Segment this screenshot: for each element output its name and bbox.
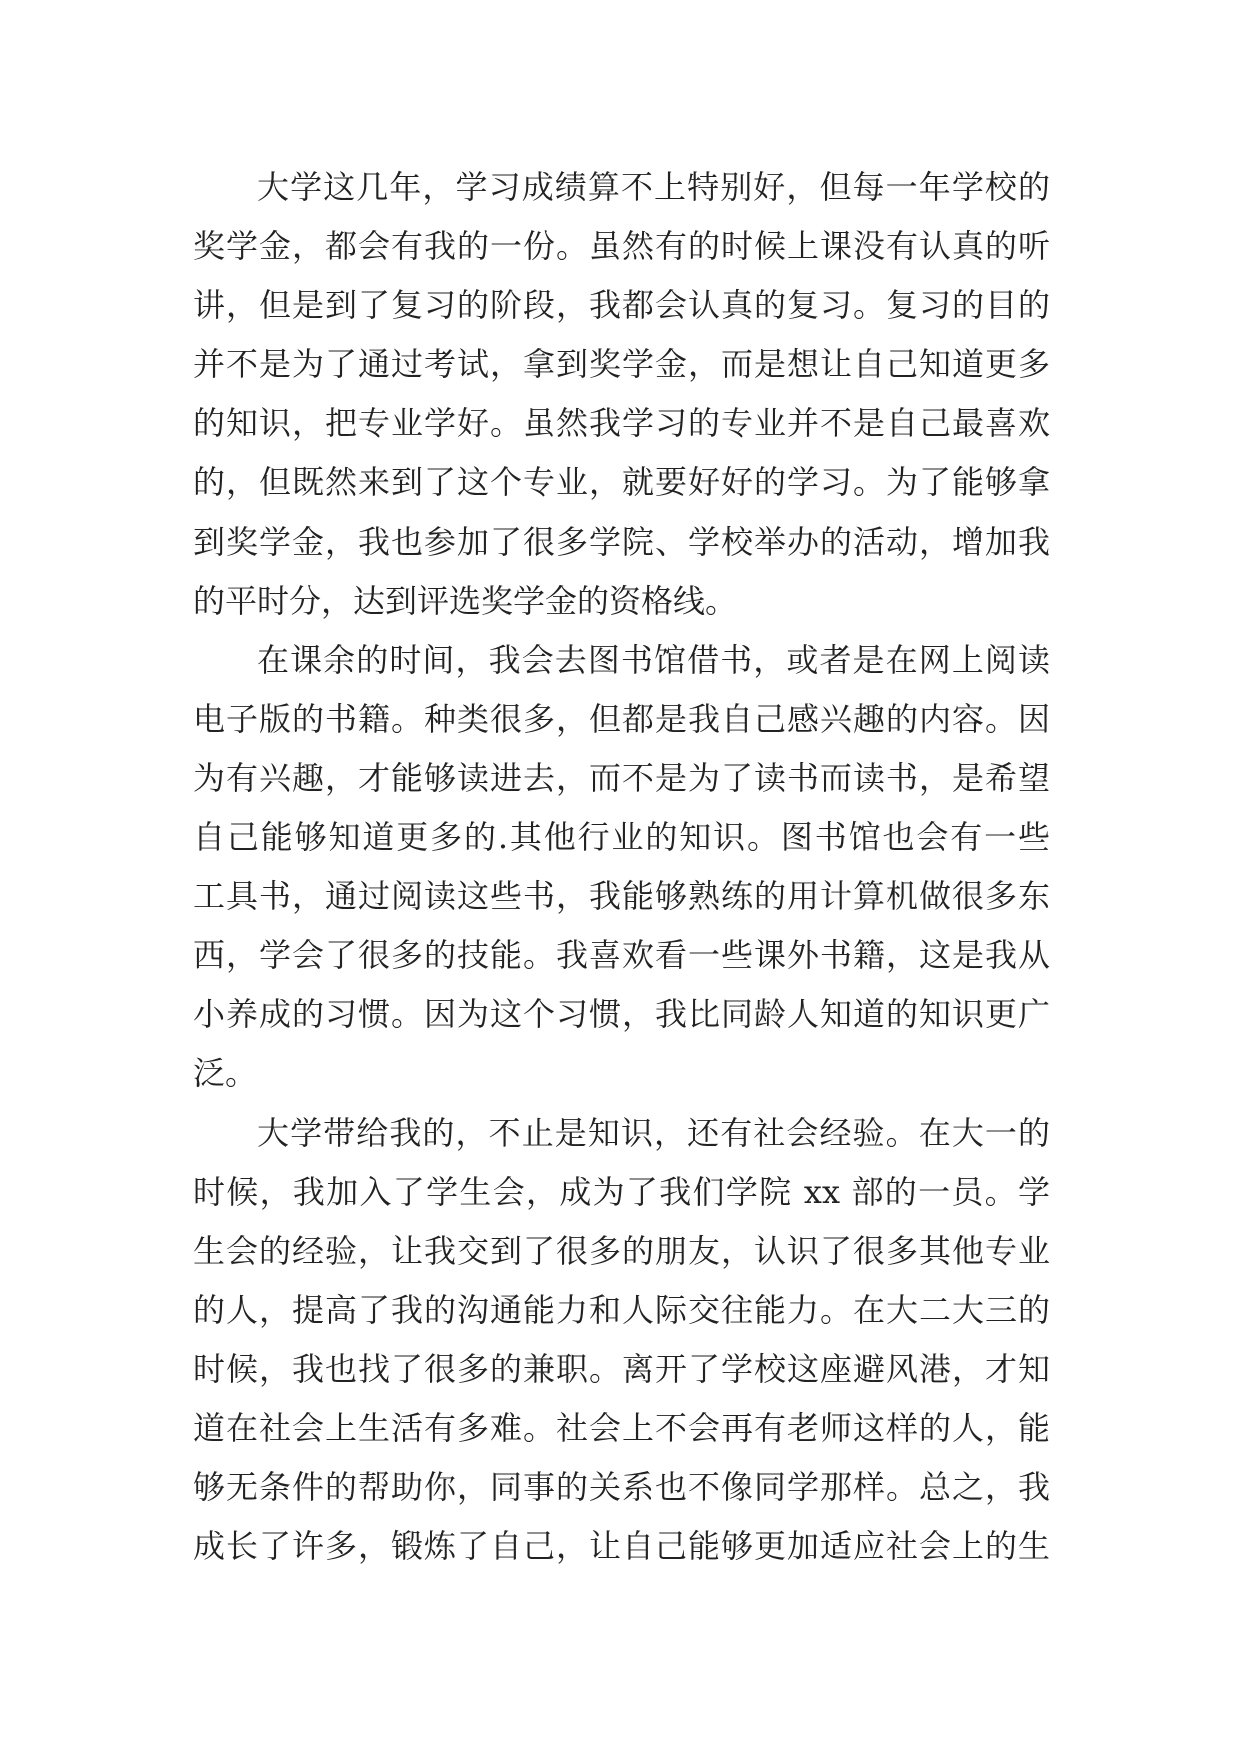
text-line: 的平时分，达到评选奖学金的资格线。	[193, 581, 738, 620]
text-line: 小养成的习惯。因为这个习惯，我比同龄人知道的知识更广	[193, 995, 1050, 1034]
text-line: 生会的经验，让我交到了很多的朋友，认识了很多其他专业	[193, 1231, 1050, 1270]
text-line: 时候，我也找了很多的兼职。离开了学校这座避风港，才知	[193, 1349, 1050, 1388]
text-line: 够无条件的帮助你，同事的关系也不像同学那样。总之，我	[193, 1468, 1050, 1507]
text-line: 奖学金，都会有我的一份。虽然有的时候上课没有认真的听	[193, 227, 1050, 266]
text-line: 讲，但是到了复习的阶段，我都会认真的复习。复习的目的	[193, 286, 1050, 325]
text-line: 成长了许多，锻炼了自己，让自己能够更加适应社会上的生	[193, 1527, 1050, 1566]
text-line: 泛。	[193, 1054, 258, 1093]
paragraph-2	[193, 631, 1050, 1104]
text-line: 工具书，通过阅读这些书，我能够熟练的用计算机做很多东	[193, 877, 1050, 916]
text-line: 大学这几年，学习成绩算不上特别好，但每一年学校的	[257, 168, 1050, 206]
text-line: 的知识，把专业学好。虽然我学习的专业并不是自己最喜欢	[193, 404, 1050, 443]
text-line: 的，但既然来到了这个专业，就要好好的学习。为了能够拿	[193, 463, 1050, 502]
text-line: 为有兴趣，才能够读进去，而不是为了读书而读书，是希望	[193, 758, 1050, 797]
text-line: 的人，提高了我的沟通能力和人际交往能力。在大二大三的	[193, 1290, 1050, 1329]
text-line: 自己能够知道更多的.其他行业的知识。图书馆也会有一些	[193, 818, 1050, 857]
paragraph-1	[193, 158, 1050, 631]
paragraph-3	[193, 1104, 1050, 1577]
text-line: 道在社会上生活有多难。社会上不会再有老师这样的人，能	[193, 1408, 1050, 1447]
body-text	[193, 158, 1050, 1576]
text-line: 时候，我加入了学生会，成为了我们学院 xx 部的一员。学	[193, 1172, 1050, 1211]
text-line: 并不是为了通过考试，拿到奖学金，而是想让自己知道更多	[193, 345, 1050, 384]
text-line: 电子版的书籍。种类很多，但都是我自己感兴趣的内容。因	[193, 699, 1050, 738]
text-line: 西，学会了很多的技能。我喜欢看一些课外书籍，这是我从	[193, 936, 1050, 975]
text-line: 到奖学金，我也参加了很多学院、学校举办的活动，增加我	[193, 522, 1050, 561]
text-line: 大学带给我的，不止是知识，还有社会经验。在大一的	[257, 1113, 1050, 1152]
text-line: 在课余的时间，我会去图书馆借书，或者是在网上阅读	[257, 640, 1050, 679]
